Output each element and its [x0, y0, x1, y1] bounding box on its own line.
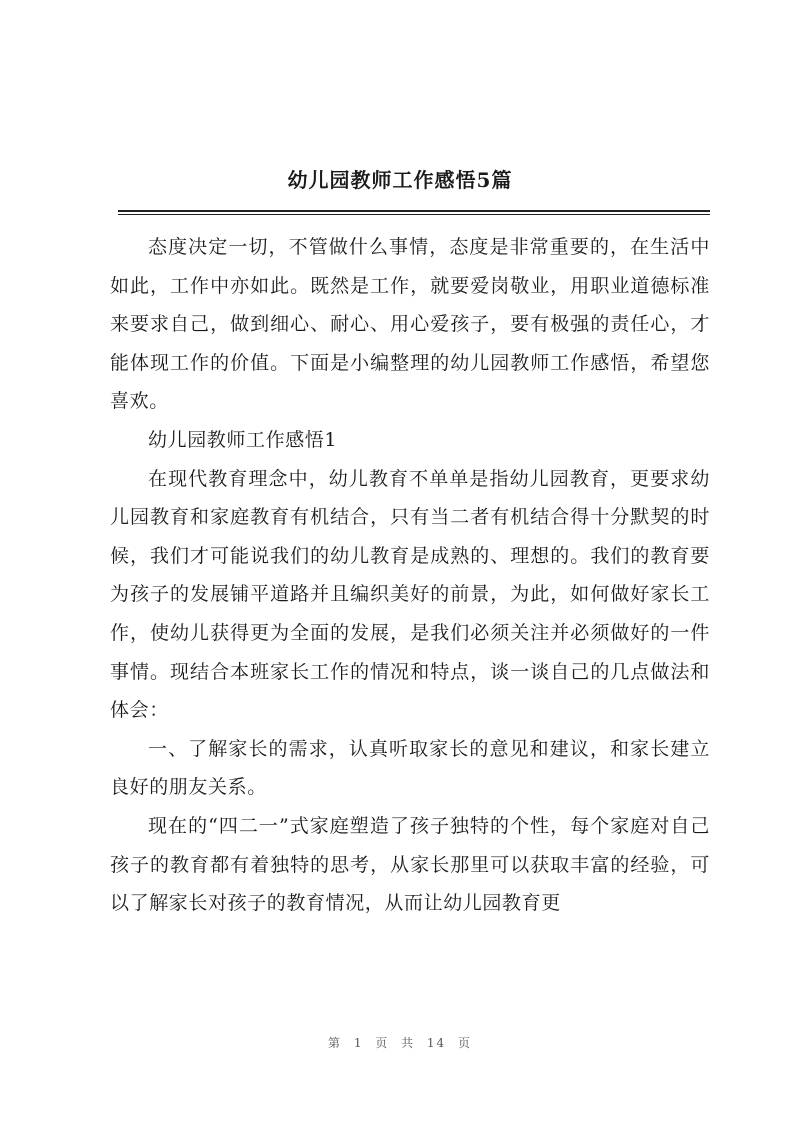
body-paragraph: 在现代教育理念中，幼儿教育不单单是指幼儿园教育，更要求幼儿园教育和家庭教育有机结合，只有当二者有机结合得十分默契的时候，我们才可能说我们的幼儿教育是成熟的、理想的。我们的教育要为孩子的发展铺平道路并且编织美好的前景，为此，如何做好家长工作，使幼儿获得更为全面的发展，是我们必须关注并必须做好的一件事情。现结合本班家长工作的情况和特点，谈一谈自己的几点做法和体会：	[110, 467, 710, 722]
body-paragraph: 现在的“四二一”式家庭塑造了孩子独特的个性，每个家庭对自己孩子的教育都有着独特的思考，从家长那里可以获取丰富的经验，可以了解家长对孩子的教育情况，从而让幼儿园教育更	[110, 814, 710, 915]
section-heading: 幼儿园教师工作感悟1	[148, 428, 338, 451]
page-footer: 第 1 页 共 14 页	[328, 1036, 472, 1050]
page-title: 幼儿园教师工作感悟5篇	[287, 168, 513, 192]
body-paragraph: 一、了解家长的需求，认真听取家长的意见和建议，和家长建立良好的朋友关系。	[110, 737, 710, 799]
title-divider	[118, 210, 710, 215]
document-body	[110, 228, 710, 923]
intro-paragraph: 态度决定一切，不管做什么事情，态度是非常重要的，在生活中如此，工作中亦如此。既然是工作，就要爱岗敬业，用职业道德标准来要求自己，做到细心、耐心、用心爱孩子，要有极强的责任心，才能体现工作的价值。下面是小编整理的幼儿园教师工作感悟，希望您喜欢。	[110, 236, 710, 413]
